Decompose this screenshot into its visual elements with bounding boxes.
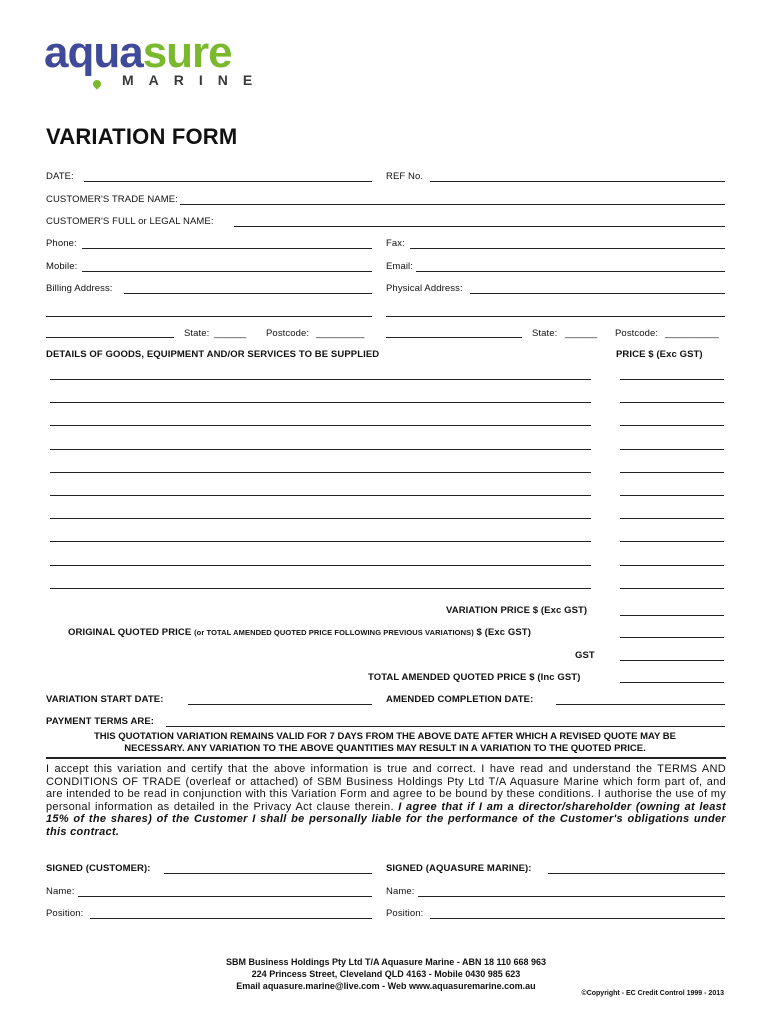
trade-name-field[interactable] xyxy=(180,204,725,205)
details-heading: DETAILS OF GOODS, EQUIPMENT AND/OR SERVICES TO BE SUPPLIED xyxy=(46,349,380,360)
physical-postcode-label: Postcode: xyxy=(615,328,659,339)
declaration-emphasis: I agree that if I am a director/shareholder (owning at least 15% of the shares) of the Customer I shall be personally liable for the performance of the Customer's obligations under this contract. xyxy=(46,800,727,838)
detail-price-line[interactable] xyxy=(620,588,724,589)
physical-postcode-field[interactable]: __________ xyxy=(665,328,719,339)
billing-state-label: State: xyxy=(184,328,210,339)
detail-description-line[interactable] xyxy=(50,449,591,450)
email-field[interactable] xyxy=(416,271,725,272)
detail-description-line[interactable] xyxy=(50,588,591,589)
customer-position-label: Position: xyxy=(46,908,84,919)
ref-field[interactable] xyxy=(430,181,725,182)
detail-description-line[interactable] xyxy=(50,518,591,519)
detail-description-line[interactable] xyxy=(50,565,591,566)
footer-contact-line: Email aquasure.marine@live.com - Web www.aquasuremarine.com.au xyxy=(236,981,536,991)
billing-city-field[interactable] xyxy=(46,337,174,338)
amended-completion-date-label: AMENDED COMPLETION DATE: xyxy=(386,694,534,705)
detail-price-line[interactable] xyxy=(620,425,724,426)
company-position-label: Position: xyxy=(386,908,424,919)
legal-name-label: CUSTOMER'S FULL or LEGAL NAME: xyxy=(46,216,214,227)
detail-description-line[interactable] xyxy=(50,495,591,496)
detail-price-line[interactable] xyxy=(620,402,724,403)
payment-terms-label: PAYMENT TERMS ARE: xyxy=(46,716,155,727)
detail-price-line[interactable] xyxy=(620,472,724,473)
phone-label: Phone: xyxy=(46,238,77,249)
footer-address-line: 224 Princess Street, Cleveland QLD 4163 - Mobile 0430 985 623 xyxy=(251,969,521,979)
form-title: VARIATION FORM xyxy=(46,124,238,149)
billing-postcode-field[interactable]: _________ xyxy=(316,328,365,339)
date-label: DATE: xyxy=(46,171,74,182)
logo-wordmark: aquasure xyxy=(44,28,232,77)
customer-position-field[interactable] xyxy=(90,918,372,919)
physical-state-label: State: xyxy=(532,328,558,339)
customer-name-field[interactable] xyxy=(78,896,372,897)
company-logo xyxy=(44,28,274,94)
copyright-notice: ©Copyright - EC Credit Control 1999 - 2013 xyxy=(581,990,724,997)
detail-description-line[interactable] xyxy=(50,541,591,542)
ref-label: REF No. xyxy=(386,171,424,182)
physical-state-field[interactable]: ______ xyxy=(565,328,598,339)
signed-company-label: SIGNED (AQUASURE MARINE): xyxy=(386,863,532,874)
detail-description-line[interactable] xyxy=(50,379,591,380)
signed-customer-field[interactable] xyxy=(164,873,372,874)
variation-start-date-field[interactable] xyxy=(188,704,372,705)
customer-name-label: Name: xyxy=(46,886,75,897)
physical-address-line-2[interactable] xyxy=(386,316,725,317)
payment-terms-field[interactable] xyxy=(166,726,725,727)
mobile-label: Mobile: xyxy=(46,261,78,272)
phone-field[interactable] xyxy=(82,248,372,249)
legal-name-field[interactable] xyxy=(234,226,725,227)
billing-state-field[interactable]: ______ xyxy=(214,328,247,339)
date-field[interactable] xyxy=(84,181,372,182)
detail-price-line[interactable] xyxy=(620,565,724,566)
detail-price-line[interactable] xyxy=(620,518,724,519)
price-heading: PRICE $ (Exc GST) xyxy=(616,349,703,360)
physical-address-field[interactable] xyxy=(470,293,725,294)
billing-address-label: Billing Address: xyxy=(46,283,113,294)
total-amended-label: TOTAL AMENDED QUOTED PRICE $ (Inc GST) xyxy=(368,672,581,683)
section-divider xyxy=(46,757,726,759)
detail-description-line[interactable] xyxy=(50,402,591,403)
detail-price-line[interactable] xyxy=(620,379,724,380)
trade-name-label: CUSTOMER'S TRADE NAME: xyxy=(46,194,178,205)
fax-label: Fax: xyxy=(386,238,405,249)
gst-field[interactable] xyxy=(620,660,724,661)
fax-field[interactable] xyxy=(410,248,725,249)
detail-price-line[interactable] xyxy=(620,449,724,450)
variation-start-date-label: VARIATION START DATE: xyxy=(46,694,164,705)
detail-price-line[interactable] xyxy=(620,541,724,542)
variation-price-field[interactable] xyxy=(620,615,724,616)
validity-notice-line-2: NECESSARY. ANY VARIATION TO THE ABOVE QUANTITIES MAY RESULT IN A VARIATION TO THE QUOTED PRICE. xyxy=(124,743,646,754)
original-price-label: ORIGINAL QUOTED PRICE (or TOTAL AMENDED QUOTED PRICE FOLLOWING PREVIOUS VARIATIONS) $ (Exc GST) xyxy=(68,627,531,638)
detail-description-line[interactable] xyxy=(50,472,591,473)
validity-notice-line-1: THIS QUOTATION VARIATION REMAINS VALID FOR 7 DAYS FROM THE ABOVE DATE AFTER WHICH A REVISED QUOTE MAY BE xyxy=(94,731,676,742)
billing-address-line-2[interactable] xyxy=(46,316,372,317)
billing-address-field[interactable] xyxy=(124,293,372,294)
logo-subtitle: MARINE xyxy=(122,72,268,88)
company-name-label: Name: xyxy=(386,886,415,897)
mobile-field[interactable] xyxy=(82,271,372,272)
declaration-text: I accept this variation and certify that the above information is true and correct. I have read and understand the TERMS AND CONDITIONS OF TRADE (overleaf or attached) of SBM Business Holdings Pty Ltd T/A Aquasure Marine which form part of, and are intended to be read in conjunction with this Variation Form and agree to be bound by these conditions. I authorise the use of my personal information as detailed in the Privacy Act clause therein. I agree that if I am a director/shareholder (owning at least 15% of the shares) of the Customer I shall be personally liable for the performance of the Customer's obligations under this contract. xyxy=(46,763,727,838)
footer-company-line: SBM Business Holdings Pty Ltd T/A Aquasure Marine - ABN 18 110 668 963 xyxy=(225,957,547,967)
company-name-field[interactable] xyxy=(418,896,725,897)
physical-address-label: Physical Address: xyxy=(386,283,463,294)
signed-company-field[interactable] xyxy=(548,873,725,874)
amended-completion-date-field[interactable] xyxy=(556,704,725,705)
variation-price-label: VARIATION PRICE $ (Exc GST) xyxy=(446,605,588,616)
detail-description-line[interactable] xyxy=(50,425,591,426)
gst-label: GST xyxy=(575,650,595,661)
detail-price-line[interactable] xyxy=(620,495,724,496)
company-position-field[interactable] xyxy=(430,918,725,919)
logo-drop-icon xyxy=(91,78,102,89)
total-amended-field[interactable] xyxy=(620,682,724,683)
physical-city-field[interactable] xyxy=(386,337,522,338)
billing-postcode-label: Postcode: xyxy=(266,328,310,339)
email-label: Email: xyxy=(386,261,413,272)
original-price-field[interactable] xyxy=(620,637,724,638)
signed-customer-label: SIGNED (CUSTOMER): xyxy=(46,863,151,874)
